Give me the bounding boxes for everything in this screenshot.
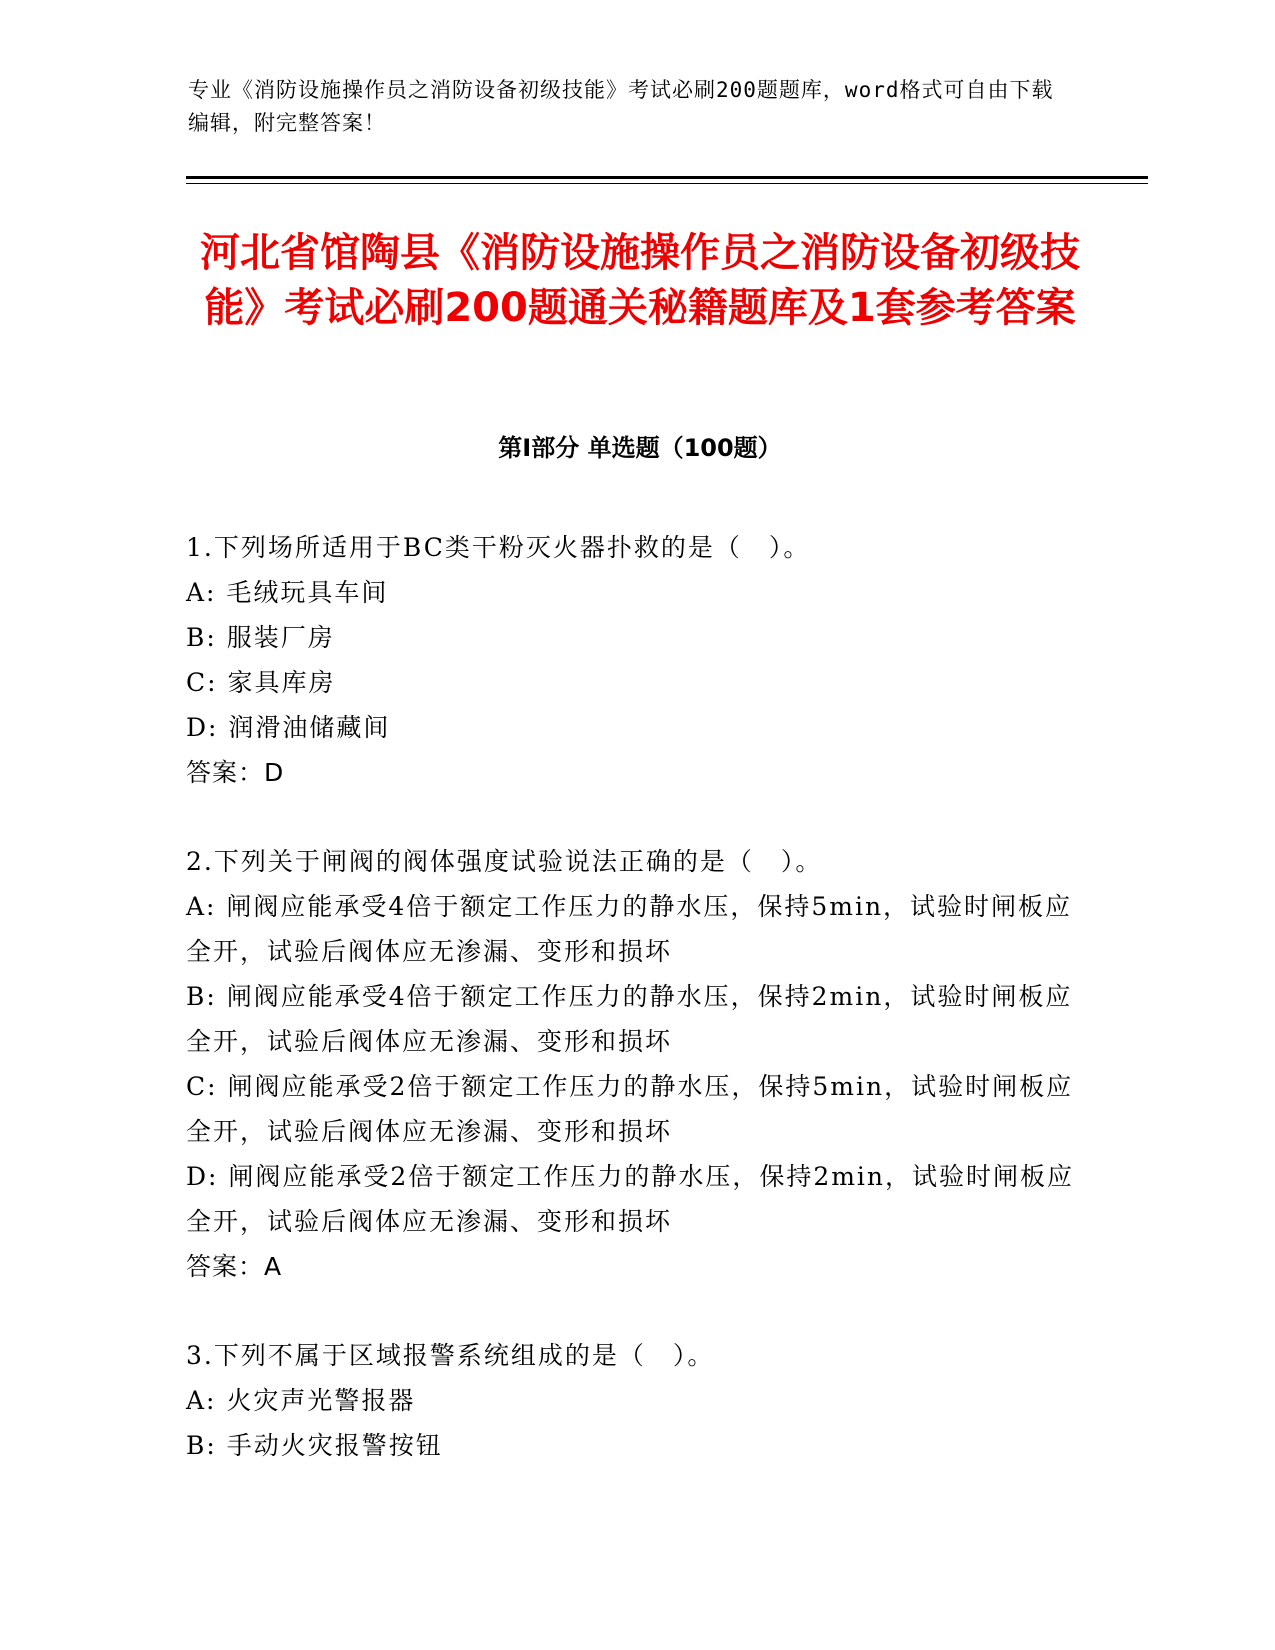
option-a: A: 毛绒玩具车间 bbox=[186, 578, 389, 607]
option-d: D: 润滑油储藏间 bbox=[186, 713, 391, 742]
question-2 bbox=[186, 839, 1086, 1289]
section-title: 第I部分 单选题（100题） bbox=[498, 434, 782, 462]
header-rule-thin bbox=[186, 183, 1148, 184]
option-a: A: 火灾声光警报器 bbox=[186, 1386, 416, 1415]
question-stem: 2.下列关于闸阀的阀体强度试验说法正确的是（ ）。 bbox=[186, 847, 823, 876]
answer: 答案：A bbox=[186, 1252, 283, 1281]
question-3 bbox=[186, 1333, 1086, 1468]
option-b: B: 服装厂房 bbox=[186, 623, 335, 652]
option-d: D: 闸阀应能承受2倍于额定工作压力的静水压，保持2min，试验时闸板应全开，试验后阀体应无渗漏、变形和损坏 bbox=[186, 1162, 1075, 1236]
document-title: 河北省馆陶县《消防设施操作员之消防设备初级技能》考试必刷200题通关秘籍题库及1套参考答案 bbox=[200, 230, 1080, 331]
option-c: C: 闸阀应能承受2倍于额定工作压力的静水压，保持5min，试验时闸板应全开，试验后阀体应无渗漏、变形和损坏 bbox=[186, 1072, 1074, 1146]
answer: 答案：D bbox=[186, 758, 285, 787]
question-1 bbox=[186, 525, 1086, 795]
header-note: 专业《消防设施操作员之消防设备初级技能》考试必刷200题题库，word格式可自由下载编辑，附完整答案！ bbox=[188, 78, 1054, 135]
option-b: B: 手动火灾报警按钮 bbox=[186, 1431, 443, 1460]
question-stem: 3.下列不属于区域报警系统组成的是（ ）。 bbox=[186, 1341, 715, 1370]
question-list bbox=[186, 525, 1086, 1512]
header-rule-thick bbox=[186, 176, 1148, 179]
question-stem: 1.下列场所适用于BC类干粉灭火器扑救的是（ ）。 bbox=[186, 533, 811, 562]
option-a: A: 闸阀应能承受4倍于额定工作压力的静水压，保持5min，试验时闸板应全开，试验后阀体应无渗漏、变形和损坏 bbox=[186, 892, 1073, 966]
option-c: C: 家具库房 bbox=[186, 668, 336, 697]
option-b: B: 闸阀应能承受4倍于额定工作压力的静水压，保持2min，试验时闸板应全开，试验后阀体应无渗漏、变形和损坏 bbox=[186, 982, 1073, 1056]
